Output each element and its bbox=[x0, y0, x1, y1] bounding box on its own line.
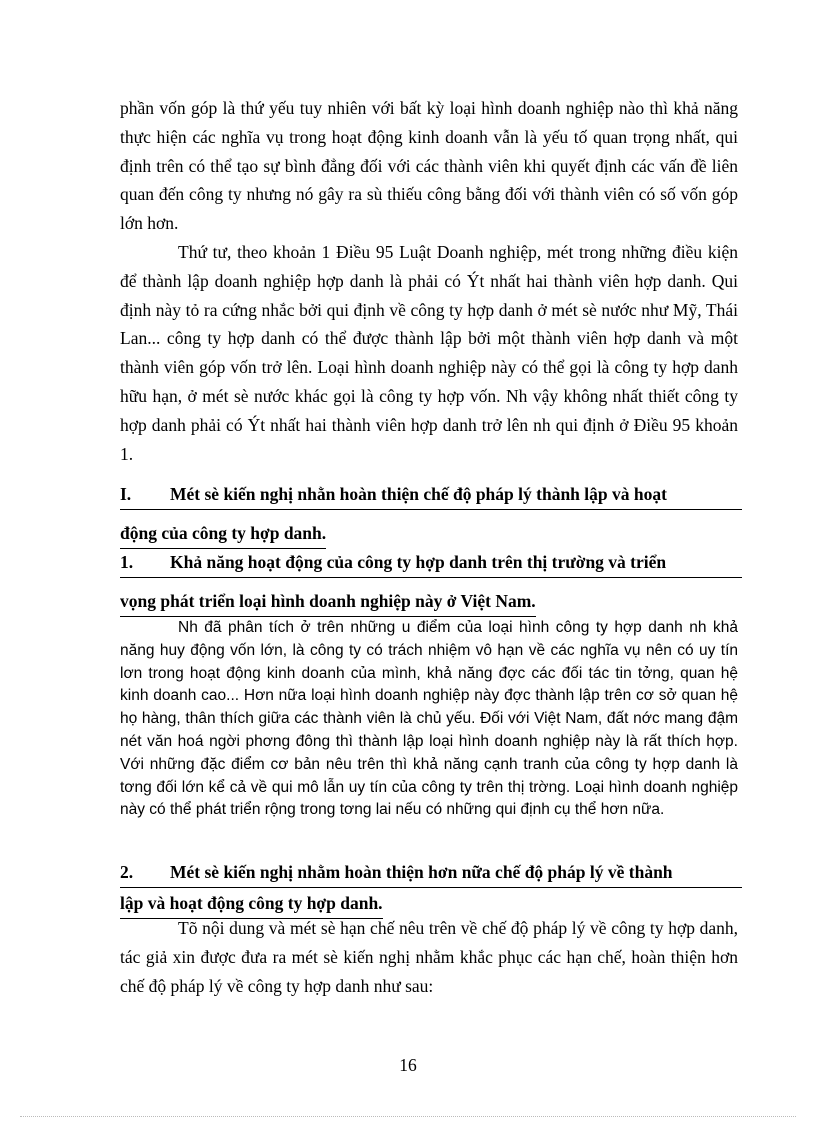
page-bottom-divider bbox=[20, 1116, 796, 1117]
page-number: 16 bbox=[399, 1055, 417, 1075]
section-heading-1-text: Mét sè kiến nghị nhằn hoàn thiện chế độ pháp lý thành lập và hoạt bbox=[170, 484, 667, 504]
section-heading-2-line2: vọng phát triển loại hình doanh nghiệp này ở Việt Nam. bbox=[120, 586, 536, 617]
section-heading-3-number: 2. bbox=[120, 862, 134, 882]
section-heading-2 bbox=[120, 547, 742, 617]
section-heading-3-line2: lập và hoạt động công ty hợp danh. bbox=[120, 888, 383, 919]
section-heading-1-line2: động của công ty hợp danh. bbox=[120, 518, 326, 549]
paragraph-3: Nh đã phân tích ở trên những u điểm của loại hình công ty hợp danh nh khả năng huy động vốn lớn, là công ty có trách nhiệm vô hạn về các nghĩa vụ nên có uy tín lơn trong hoạt động kinh doanh của mình, khả năng đợc các đối tác tin tởng, quan hệ kinh doanh cao... Hơn nữa loại hình doanh nghiệp này đợc thành lập trên cơ sở quan hệ họ hàng, thân thích giữa các thành viên là chủ yếu. Đối với Việt Nam, đất nớc mang đậm nét văn hoá ngời phơng đông thì thành lập loại hình doanh nghiệp này là rất thích hợp. Với những đặc điểm cơ bản nêu trên thì khả năng cạnh tranh của công ty hợp danh là tơng đối lớn kể cả về qui mô lẫn uy tín của công ty trên thị trờng. Loại hình doanh nghiệp này có thể phát triển rộng trong tơng lai nếu có những qui định cụ thể hơn nữa. bbox=[120, 619, 738, 819]
paragraph-2: Thứ tư, theo khoản 1 Điều 95 Luật Doanh nghiệp, mét trong những điều kiện để thành lập doanh nghiệp hợp danh là phải có Ýt nhất hai thành viên hợp danh. Qui định này tỏ ra cứng nhắc bởi qui định về công ty hợp danh ở mét sè nước như Mỹ, Thái Lan... công ty hợp danh có thể được thành lập bởi một thành viên hợp danh và một thành viên góp vốn trở lên. Loại hình doanh nghiệp này có thể gọi là công ty hợp danh hữu hạn, ở mét sè nước khác gọi là công ty hợp vốn. Nh vậy không nhất thiết công ty hợp danh phải có Ýt nhất hai thành viên hợp danh trở lên nh qui định ở Điều 95 khoản 1. bbox=[120, 242, 738, 464]
section-heading-3-text: Mét sè kiến nghị nhằm hoàn thiện hơn nữa chế độ pháp lý về thành bbox=[170, 862, 673, 882]
section-heading-1-line1 bbox=[120, 479, 742, 510]
paragraph-4: Tõ nội dung và mét sè hạn chế nêu trên về chế độ pháp lý về công ty hợp danh, tác giả xin được đưa ra mét sè kiến nghị nhằm khắc phục các hạn chế, hoàn thiện hơn chế độ pháp lý về công ty hợp danh như sau: bbox=[120, 918, 738, 996]
paragraph-1: phần vốn góp là thứ yếu tuy nhiên với bất kỳ loại hình doanh nghiệp nào thì khả năng thực hiện các nghĩa vụ trong hoạt động kinh doanh vẫn là yếu tố quan trọng nhất, qui định trên có thể tạo sự bình đẳng đối với các thành viên khi quyết định các vấn đề liên quan đến công ty nhưng nó gây ra sù thiếu công bằng đối với thành viên có số vốn góp lớn hơn. bbox=[120, 98, 738, 234]
section-heading-3-line1 bbox=[120, 857, 742, 888]
section-heading-1 bbox=[120, 479, 742, 549]
section-heading-3 bbox=[120, 857, 742, 919]
section-heading-2-text: Khả năng hoạt động của công ty hợp danh trên thị trường và triển bbox=[170, 552, 667, 572]
section-heading-1-number: I. bbox=[120, 484, 132, 504]
section-heading-2-number: 1. bbox=[120, 552, 134, 572]
section-heading-2-line1 bbox=[120, 547, 742, 578]
